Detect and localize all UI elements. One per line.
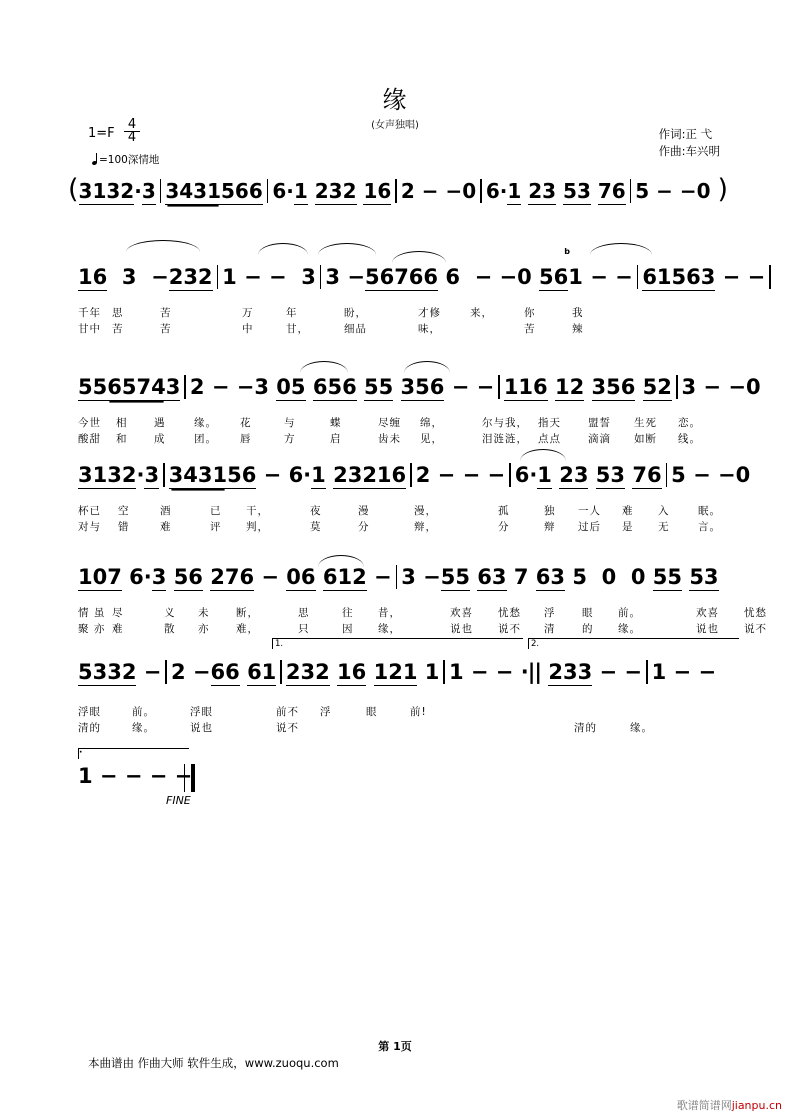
note-group: 6· <box>272 179 294 203</box>
slur-icon <box>520 449 566 461</box>
ending-2-label: 2. <box>531 639 540 649</box>
slur-icon <box>126 240 200 252</box>
note-group: 3 <box>141 179 156 203</box>
system-5-lyrics-verse-2: 清的 缘。 说也 说不 清的 缘。 <box>78 722 653 734</box>
system-2-lyrics-verse-2: 酸甜 和 成 团。 唇 方 启 齿未 见， 泪涟涟， 点点 滴滴 如断 线。 <box>78 433 701 445</box>
key-signature: 1=F <box>88 126 115 141</box>
intro-close-paren: ) <box>717 174 729 205</box>
system-1-lyrics-verse-1: 千年 思 苦 万 年 盼， 才修 来， 你 我 <box>78 307 584 319</box>
ending-1-label: 1. <box>275 639 284 649</box>
system-3-lyrics-verse-2: 对与 错 难 评 判， 莫 分 辩， 分 辩 过后 是 无 言。 <box>78 521 721 533</box>
slur-icon <box>318 243 376 255</box>
slur-icon <box>300 361 348 373</box>
system-5-notes: 5332 − 2 −66 61 232 16 121 1 1 − − ·|| 233 − − 1 − − <box>78 660 717 684</box>
slur-icon <box>404 361 450 373</box>
subtitle: (女声独唱) <box>371 120 419 131</box>
tempo-marking <box>92 152 159 167</box>
credits <box>659 126 720 160</box>
system-5-lyrics-verse-1: 浮眼 前。 浮眼 前不 浮 眼 前! <box>78 706 427 718</box>
system-4-lyrics-verse-2: 聚 亦 难 散 亦 难， 只 因 缘， 说也 说不 清 的 缘。 说也 说不 <box>78 623 767 635</box>
time-signature-display <box>124 119 140 144</box>
note-group: 76 <box>597 179 626 203</box>
system-intro-notes: (3132·3 3431566 6·1 232 16 2 − −0 6·1 23 53 76 5 − −0 ) <box>68 174 729 205</box>
final-barline <box>184 764 195 792</box>
note-group: 53 <box>563 179 591 203</box>
note-group: 23 <box>528 179 557 203</box>
system-3-lyrics-verse-1: 杯已 空 酒 已 干， 夜 漫 漫， 孤 独 一人 难 入 眠。 <box>78 505 721 517</box>
system-3-notes: 3132·3 343156 − 6·1 23216 2 − − − 6·1 23 53 76 5 − −0 <box>78 463 751 487</box>
note-group: 1 <box>293 179 308 203</box>
note-group: 6· <box>485 179 508 203</box>
system-1-notes: 16 3 −232 1 − − 3 3 −56766 6 − −0 561 b − − 61563 − − <box>78 265 738 291</box>
note-group: 566 <box>221 179 263 203</box>
slur-icon <box>392 251 446 263</box>
note-group: 16 <box>363 179 392 203</box>
fine-marking: FINE <box>166 794 191 807</box>
note-group: 0 <box>462 179 477 203</box>
meter-denominator: 4 <box>124 131 140 144</box>
slur-icon <box>590 243 652 255</box>
system-2-lyrics-verse-1: 今世 相 遇 缘。 花 与 蝶 尽缠 绵， 尔与我， 指天 盟誓 生死 恋。 <box>78 417 701 429</box>
ending-bracket-1 <box>272 638 523 649</box>
note-group: 3431 <box>165 179 222 203</box>
footer-note: 本曲谱由 作曲大师 软件生成，www.zuoqu.com <box>88 1056 339 1070</box>
lyricist: 作词:正 弋 <box>658 127 713 141</box>
watermark-text: 歌谱简谱网 <box>676 1099 732 1112</box>
quarter-note-icon <box>92 154 99 165</box>
note-group: 232 <box>314 179 357 203</box>
slur-icon <box>258 243 308 255</box>
meter-numerator: 4 <box>127 117 137 132</box>
system-4-notes: 107 6·3 56 276 − 06 612 − 3 −55 63 7 63 5 0 0 55 53 <box>78 565 719 589</box>
note-group: 3132 <box>78 179 135 203</box>
note-group: 1 <box>507 179 522 203</box>
ending-bracket-2 <box>528 638 739 649</box>
system-4-lyrics-verse-1: 情 虽 尽 义 未 断， 思 往 昔， 欢喜 忧愁 浮 眼 前。 欢喜 忧愁 <box>78 607 767 619</box>
watermark-url: jianpu.cn <box>731 1099 782 1112</box>
ending-bracket-final <box>78 748 189 759</box>
note-group: 2 <box>400 179 415 203</box>
watermark <box>677 1097 782 1113</box>
system-6-notes: 1 · − − − − <box>78 748 193 788</box>
note-group: 0 <box>696 179 711 203</box>
page-number: 第 1页 <box>378 1040 412 1053</box>
system-2-notes: 5565743 2 − −3 05 656 55 356 − − 116 12 356 52 3 − −0 <box>78 375 761 399</box>
page-title: 缘 <box>382 86 408 114</box>
tempo-text: =100深情地 <box>99 154 160 166</box>
system-1-lyrics-verse-2: 甘中 苦 苦 中 甘， 细品 味， 苦 辣 <box>78 323 584 335</box>
composer: 作曲:车兴明 <box>658 144 720 158</box>
intro-open-paren: ( <box>68 174 79 205</box>
note-group: 5 <box>635 179 650 203</box>
